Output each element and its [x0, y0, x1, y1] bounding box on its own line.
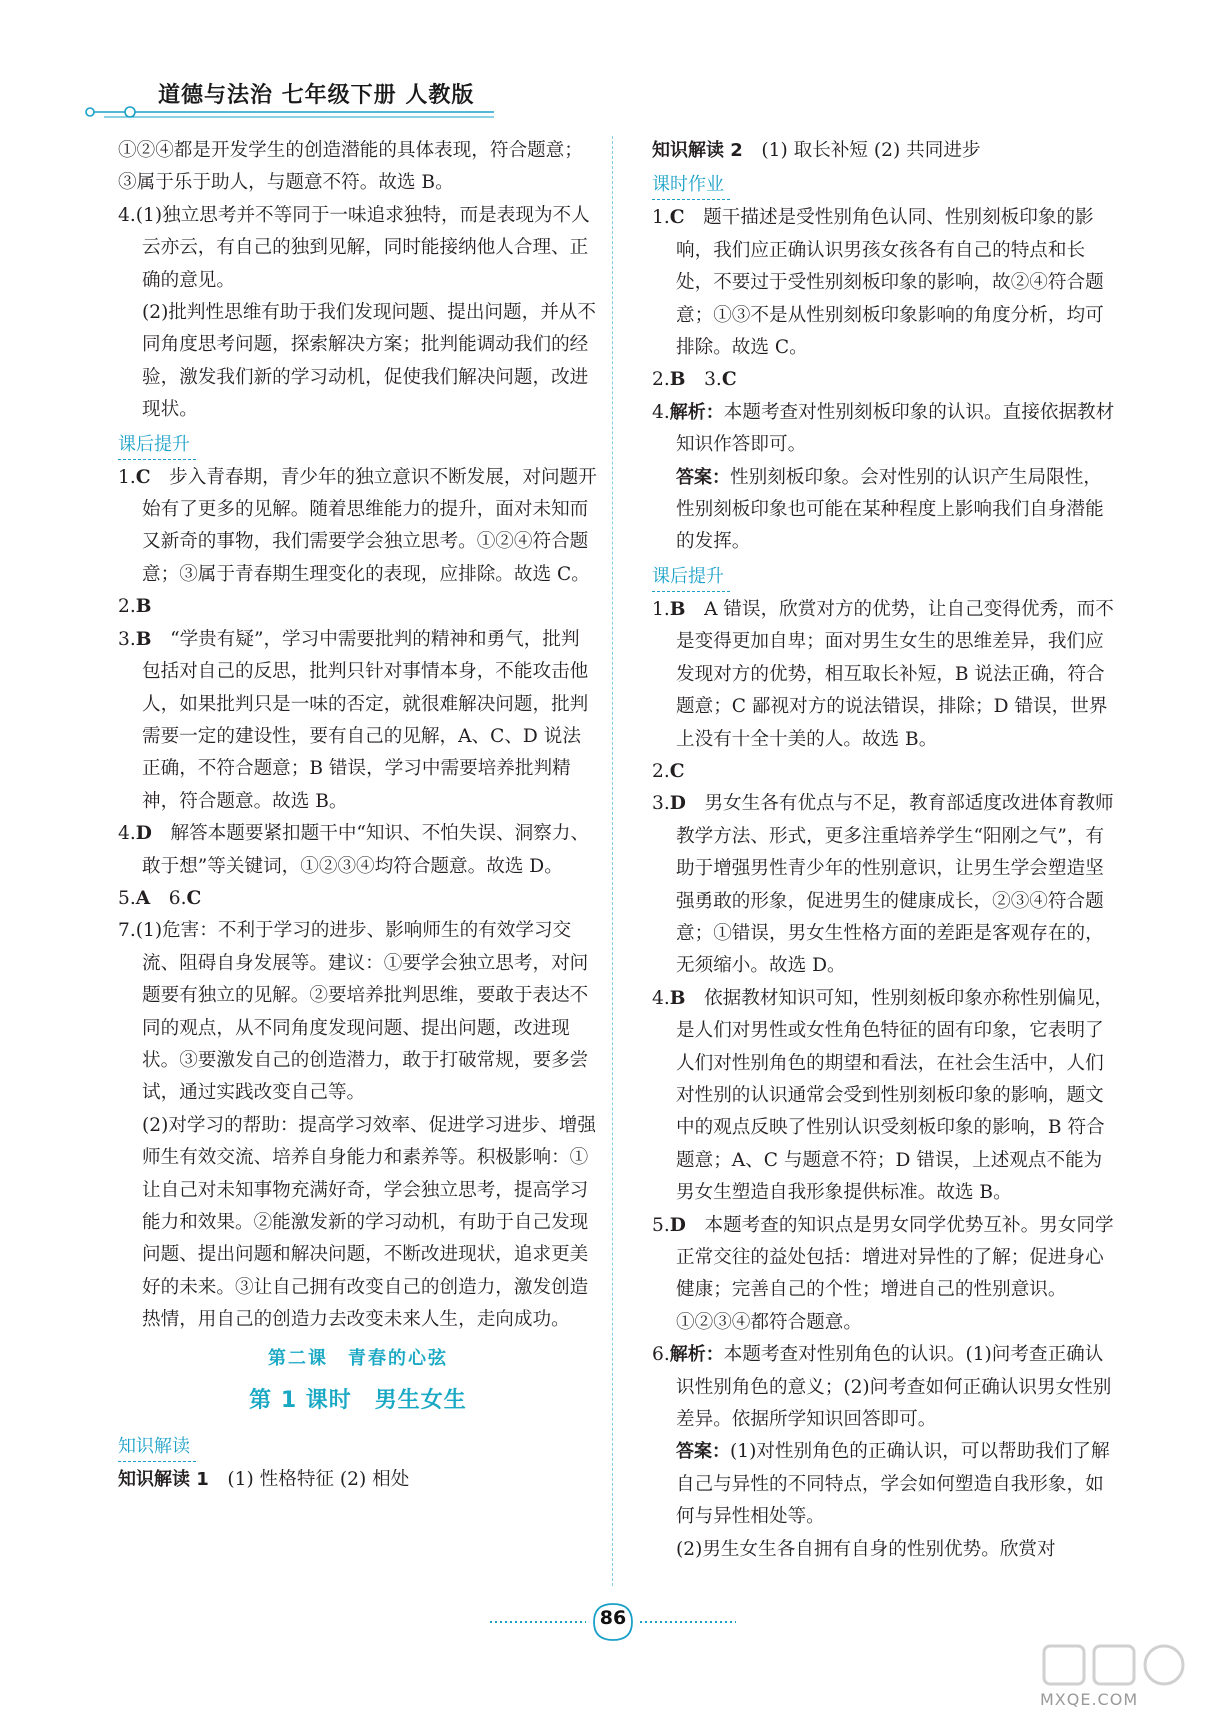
section-heading-knowledge: 知识解读 [118, 1433, 196, 1462]
answer-item-4: 4.D 解答本题要紧扣题干中“知识、不怕失误、洞察力、敢于想”等关键词，①②③④均符合题意。故选 D。 [118, 823, 590, 877]
improve-item-4: 4.B 依据教材知识可知，性别刻板印象亦称性别偏见，是人们对男性或女性角色特征的固有印象，它表明了人们对性别角色的期望和看法，在社会生活中，人们对性别的认识通常会受到性别刻板印象的影响，题文中的观点反映了性别认识受刻板印象的影响，B 符合题意；A、C 与题意不符；D 错误，上述观点不能为男女生塑造自我形象提供标准。故选 B。 [652, 987, 1114, 1204]
page-number: 86 [599, 1607, 627, 1629]
improve-item-3: 3.D 男女生各有优点与不足，教育部适度改进体育教师教学方法、形式，更多注重培养学生“阳刚之气”，有助于增强男性青少年的性别意识，让男生学会塑造坚强勇敢的形象，促进男生的健康成长，②③④符合题意；①错误，男女生性格方面的差距是客观存在的，无须缩小。故选 D。 [652, 793, 1114, 977]
answer-item-7-1: 7.(1)危害：不利于学习的进步、影响师生的有效学习交流、阻碍自身发展等。建议：①要学会独立思考，对问题要有独立的见解。②要培养批判思维，要敢于表达不同的观点，从不同角度发现问题、提出问题，改进现状。③要激发自己的创造潜力，敢于打破常规，要多尝试，通过实践改变自己等。 [118, 920, 589, 1104]
homework-item-4-answer: 答案：性别刻板印象。会对性别的认识产生局限性，性别刻板印象也可能在某种程度上影响我们自身潜能的发挥。 [676, 466, 1104, 553]
improve-item-2: 2.C [652, 760, 685, 782]
section-heading-homework: 课时作业 [652, 171, 730, 200]
homework-item-4: 4.解析：本题考查对性别刻板印象的认识。直接依据教材知识作答即可。 [652, 401, 1115, 456]
section-heading-after-class: 课后提升 [118, 431, 196, 460]
answer-item-4-2: (2)批判性思维有助于我们发现问题、提出问题，并从不同角度思考问题，探索解决方案；批判能调动我们的经验，激发我们新的学习动机，促使我们解决问题，改进现状。 [142, 302, 596, 421]
lesson-title: 第二课 青春的心弦 [268, 1347, 448, 1369]
header-rule-decoration [84, 104, 504, 120]
answer-item-7-2: (2)对学习的帮助：提高学习效率、促进学习进步、增强师生有效交流、培养自身能力和素养等。积极影响：①让自己对未知事物充满好奇，学会独立思考，提高学习能力和效果。②能激发新的学习动机，有助于自己发现问题、提出问题和解决问题，不断改进现状，追求更美好的未来。③让自己拥有改变自己的创造力，激发创造热情，用自己的创造力去改变未来人生，走向成功。 [142, 1114, 596, 1331]
section-heading-after-class-right: 课后提升 [652, 563, 730, 592]
answer-item-5-6: 5.A 6.C [118, 887, 202, 909]
homework-item-1: 1.C 题干描述是受性别角色认同、性别刻板印象的影响，我们应正确认识男孩女孩各有自己的特点和长处，不要过于受性别刻板印象的影响，故②④符合题意；①③不是从性别刻板印象影响的角度分析，均可排除。故选 C。 [652, 207, 1104, 359]
answer-item-4-1: 4.(1)独立思考并不等同于一味追求独特，而是表现为不人云亦云，有自己的独到见解，同时能接纳他人合理、正确的意见。 [118, 204, 590, 291]
lesson-subtitle: 第 1 课时 男生女生 [249, 1388, 467, 1414]
knowledge-reading-2: 知识解读 2 (1) 取长补短 (2) 共同进步 [652, 140, 981, 161]
watermark-logo-icon [1040, 1640, 1190, 1690]
improve-item-6-part2: (2)男生女生各自拥有自身的性别优势。欣赏对 [676, 1538, 1056, 1560]
column-divider [612, 136, 613, 1586]
right-column [652, 135, 1120, 1566]
knowledge-reading-1: 知识解读 1 (1) 性格特征 (2) 相处 [118, 1469, 410, 1491]
running-header-title: 道德与法治 七年级下册 人教版 [158, 83, 475, 108]
answer-item-1: 1.C 步入青春期，青少年的独立意识不断发展，对问题开始有了更多的见解。随着思维能力的提升，面对未知而又新奇的事物，我们需要学会独立思考。①②④符合题意；③属于青春期生理变化的表现，应排除。故选 C。 [118, 466, 597, 585]
improve-item-5: 5.D 本题考查的知识点是男女同学优势互补。男女同学正常交往的益处包括：增进对异性的了解；促进身心健康；完善自己的个性；增进自己的性别意识。①②③④都符合题意。 [652, 1214, 1114, 1333]
improve-item-6: 6.解析：本题考查对性别角色的认识。(1)问考查正确认识性别角色的意义；(2)问考查如何正确认识男女性别差异。依据所学知识回答即可。 [652, 1344, 1112, 1431]
improve-item-1: 1.B A 错误，欣赏对方的优势，让自己变得优秀，而不是变得更加自卑；面对男生女生的思维差异，我们应发现对方的优势，相互取长补短，B 说法正确，符合题意；C 鄙视对方的说法错误，排除；D 错误，世界上没有十全十美的人。故选 B。 [652, 598, 1114, 750]
watermark-text: MXQE.COM [1040, 1690, 1139, 1709]
answer-item-3: 3.B “学贵有疑”，学习中需要批判的精神和勇气，批判包括对自己的反思，批判只针对事情本身，不能攻击他人，如果批判只是一味的否定，就很难解决问题，批判需要一定的建设性，要有自己的见解，A、C、D 说法正确，不符合题意；B 错误，学习中需要培养批判精神，符合题意。故选 B。 [118, 628, 589, 812]
improve-item-6-answer: 答案：(1)对性别角色的正确认识，可以帮助我们了解自己与异性的不同特点，学会如何塑造自我形象，如何与异性相处等。 [676, 1441, 1110, 1528]
homework-item-2-3: 2.B 3.C [652, 369, 737, 391]
answer-item-2: 2.B [118, 596, 152, 618]
left-column [118, 135, 598, 1497]
answer-paragraph: ①②④都是开发学生的创造潜能的具体表现，符合题意；③属于乐于助人，与题意不符。故选 B。 [118, 140, 583, 194]
